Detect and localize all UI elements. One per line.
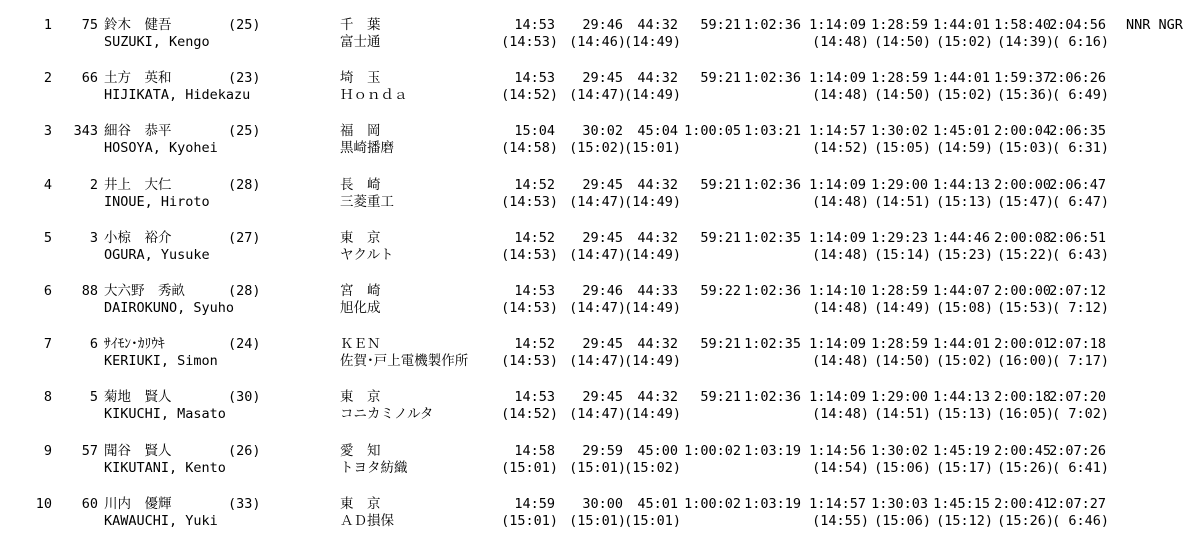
split-time: 2:07:18 [1049,336,1106,353]
split-time: 1:44:01 [933,336,990,353]
split-time: 59:21 [700,17,741,33]
split-time: 1:00:05 [684,123,741,140]
split-time: 1:30:03 [871,495,928,512]
prefecture: 東 京 [340,389,381,406]
split-time: 1:44:07 [933,283,990,299]
lap-time: (14:52) [501,406,558,423]
split-time: 1:28:59 [871,283,928,299]
lap-time: (14:48) [812,353,869,370]
split-time: 1:58:40 [994,17,1051,33]
split-time: 14:53 [514,70,555,87]
split-time: 2:00:08 [994,229,1051,246]
bib-number: 66 [81,70,98,87]
lap-time: (14:50) [874,353,931,370]
lap-time: (14:49) [624,300,681,316]
split-time: 15:04 [514,123,555,140]
split-time: 44:32 [637,176,678,193]
lap-time: (14:53) [501,34,558,50]
runner-name-en: OGURA, Yusuke [104,246,210,263]
place-number: 3 [43,123,52,140]
result-row [0,17,1200,59]
split-time: 2:00:04 [994,123,1051,140]
lap-time: ( 6:31) [1052,140,1109,157]
place-number: 8 [43,389,52,406]
lap-time: (14:47) [569,300,626,316]
lap-time: ( 7:17) [1052,353,1109,370]
split-time: 29:59 [582,442,623,459]
result-row [0,336,1200,378]
split-time: 1:00:02 [684,442,741,459]
result-row [0,283,1200,325]
team-name: 富士通 [340,34,381,50]
split-time: 1:02:36 [744,17,801,33]
split-time: 2:00:00 [994,283,1051,299]
team-name: 三菱重工 [340,193,394,210]
runner-name-en: KIKUCHI, Masato [104,406,226,423]
runner-age: (24) [228,336,261,353]
bib-number: 343 [73,123,98,140]
team-name: ヤクルト [340,246,394,263]
runner-name-jp: 細谷 恭平 [104,123,172,140]
split-time: 2:00:00 [994,176,1051,193]
result-row [0,123,1200,165]
split-time: 29:46 [582,283,623,299]
split-time: 1:03:19 [744,495,801,512]
lap-time: (15:53) [997,300,1054,316]
lap-time: (15:02) [936,87,993,104]
bib-number: 6 [89,336,98,353]
split-time: 2:00:18 [994,389,1051,406]
result-row [0,70,1200,112]
team-name: 佐賀･戸上電機製作所 [340,353,469,370]
lap-time: ( 7:02) [1052,406,1109,423]
lap-time: (15:01) [501,459,558,476]
lap-time: (15:02) [936,34,993,50]
split-time: 44:32 [637,70,678,87]
split-time: 1:59:37 [994,70,1051,87]
split-time: 44:32 [637,17,678,33]
lap-time: (14:53) [501,353,558,370]
prefecture: 埼 玉 [340,70,381,87]
team-name: トヨタ紡織 [340,459,408,476]
split-time: 14:52 [514,176,555,193]
lap-time: (14:59) [936,140,993,157]
lap-time: (14:48) [812,193,869,210]
lap-time: (15:02) [624,459,681,476]
split-time: 1:14:09 [809,176,866,193]
lap-time: ( 6:16) [1052,34,1109,50]
split-time: 1:44:13 [933,389,990,406]
runner-name-jp: 菊地 賢人 [104,389,172,406]
lap-time: (14:51) [874,193,931,210]
lap-time: (14:48) [812,246,869,263]
lap-time: (14:51) [874,406,931,423]
lap-time: (15:06) [874,512,931,529]
split-time: 29:45 [582,336,623,353]
split-time: 29:45 [582,70,623,87]
lap-time: (15:03) [997,140,1054,157]
split-time: 1:45:15 [933,495,990,512]
runner-name-en: INOUE, Hiroto [104,193,210,210]
lap-time: (15:01) [569,459,626,476]
prefecture: ＫＥＮ [340,336,381,353]
lap-time: (14:48) [812,34,869,50]
split-time: 1:14:09 [809,389,866,406]
split-time: 2:06:35 [1049,123,1106,140]
split-time: 1:14:09 [809,336,866,353]
lap-time: (15:14) [874,246,931,263]
split-time: 2:07:27 [1049,495,1106,512]
split-time: 1:03:21 [744,123,801,140]
split-time: 1:00:02 [684,495,741,512]
split-time: 30:00 [582,495,623,512]
lap-time: (14:48) [812,300,869,316]
lap-time: ( 7:12) [1052,300,1109,316]
runner-age: (28) [228,176,261,193]
bib-number: 88 [81,283,98,299]
lap-time: (15:13) [936,406,993,423]
runner-name-en: KIKUTANI, Kento [104,459,226,476]
lap-time: (14:47) [569,246,626,263]
lap-time: (14:58) [501,140,558,157]
lap-time: (14:46) [569,34,626,50]
lap-time: (14:49) [874,300,931,316]
split-time: 1:44:13 [933,176,990,193]
runner-name-en: HOSOYA, Kyohei [104,140,218,157]
lap-time: ( 6:47) [1052,193,1109,210]
split-time: 1:29:00 [871,389,928,406]
split-time: 1:14:56 [809,442,866,459]
lap-time: ( 6:41) [1052,459,1109,476]
runner-name-jp: 川内 優輝 [104,495,172,512]
split-time: 1:28:59 [871,17,928,33]
lap-time: (14:53) [501,246,558,263]
split-time: 1:14:09 [809,17,866,33]
lap-time: (15:26) [997,459,1054,476]
lap-time: (14:47) [569,87,626,104]
lap-time: (14:39) [997,34,1054,50]
split-time: 2:00:41 [994,495,1051,512]
place-number: 7 [43,336,52,353]
lap-time: (15:26) [997,512,1054,529]
lap-time: (14:48) [812,87,869,104]
result-row [0,389,1200,431]
runner-age: (33) [228,495,261,512]
split-time: 1:44:01 [933,17,990,33]
prefecture: 東 京 [340,495,381,512]
split-time: 1:28:59 [871,336,928,353]
split-time: 44:32 [637,389,678,406]
lap-time: (15:08) [936,300,993,316]
lap-time: (14:47) [569,353,626,370]
runner-age: (23) [228,70,261,87]
lap-time: (14:48) [812,406,869,423]
lap-time: (15:17) [936,459,993,476]
lap-time: (15:13) [936,193,993,210]
team-name: 黒崎播磨 [340,140,394,157]
lap-time: (14:49) [624,87,681,104]
lap-time: (14:53) [501,300,558,316]
runner-name-en: KAWAUCHI, Yuki [104,512,218,529]
split-time: 1:02:36 [744,70,801,87]
split-time: 1:28:59 [871,70,928,87]
split-time: 1:29:23 [871,229,928,246]
runner-name-jp: 聞谷 賢人 [104,442,172,459]
split-time: 14:58 [514,442,555,459]
runner-name-jp: 鈴木 健吾 [104,17,172,33]
lap-time: (15:36) [997,87,1054,104]
prefecture: 東 京 [340,229,381,246]
split-time: 2:06:47 [1049,176,1106,193]
lap-time: (14:47) [569,193,626,210]
lap-time: (14:49) [624,34,681,50]
split-time: 44:32 [637,229,678,246]
runner-age: (28) [228,283,261,299]
lap-time: (14:53) [501,193,558,210]
place-number: 6 [43,283,52,299]
split-time: 59:21 [700,389,741,406]
lap-time: (14:50) [874,87,931,104]
split-time: 59:22 [700,283,741,299]
lap-time: ( 6:46) [1052,512,1109,529]
split-time: 14:59 [514,495,555,512]
lap-time: (15:06) [874,459,931,476]
record-note: NNR NGR [1126,17,1183,33]
lap-time: (14:54) [812,459,869,476]
runner-name-jp: 井上 大仁 [104,176,172,193]
runner-age: (26) [228,442,261,459]
lap-time: (15:02) [936,353,993,370]
split-time: 2:00:01 [994,336,1051,353]
lap-time: (14:55) [812,512,869,529]
runner-name-jp: 小椋 裕介 [104,229,172,246]
split-time: 29:45 [582,229,623,246]
lap-time: (15:01) [569,512,626,529]
split-time: 44:32 [637,336,678,353]
place-number: 2 [43,70,52,87]
split-time: 29:45 [582,176,623,193]
lap-time: (14:49) [624,406,681,423]
split-time: 2:07:26 [1049,442,1106,459]
split-time: 2:06:26 [1049,70,1106,87]
split-time: 2:06:51 [1049,229,1106,246]
result-row [0,177,1200,219]
split-time: 1:44:01 [933,70,990,87]
team-name: 旭化成 [340,300,381,316]
split-time: 1:02:35 [744,336,801,353]
split-time: 2:07:20 [1049,389,1106,406]
prefecture: 宮 崎 [340,283,381,299]
split-time: 14:53 [514,17,555,33]
split-time: 59:21 [700,229,741,246]
split-time: 1:03:19 [744,442,801,459]
bib-number: 3 [89,229,98,246]
split-time: 1:29:00 [871,176,928,193]
runner-name-en: DAIROKUNO, Syuho [104,300,235,316]
split-time: 14:53 [514,389,555,406]
split-time: 1:14:57 [809,495,866,512]
lap-time: (15:23) [936,246,993,263]
split-time: 14:52 [514,336,555,353]
split-time: 1:02:36 [744,389,801,406]
lap-time: (16:05) [997,406,1054,423]
result-row [0,496,1200,538]
runner-name-jp: 土方 英和 [104,70,172,87]
lap-time: (14:52) [501,87,558,104]
prefecture: 千 葉 [340,17,381,33]
lap-time: (14:49) [624,353,681,370]
prefecture: 愛 知 [340,442,381,459]
split-time: 1:02:35 [744,229,801,246]
place-number: 1 [43,17,52,33]
split-time: 44:33 [637,283,678,299]
bib-number: 75 [81,17,98,33]
result-row [0,230,1200,272]
lap-time: (14:52) [812,140,869,157]
lap-time: (14:49) [624,193,681,210]
runner-age: (30) [228,389,261,406]
split-time: 30:02 [582,123,623,140]
prefecture: 長 崎 [340,176,381,193]
split-time: 29:46 [582,17,623,33]
split-time: 1:02:36 [744,283,801,299]
split-time: 14:53 [514,283,555,299]
runner-name-en: SUZUKI, Kengo [104,34,210,50]
runner-name-en: HIJIKATA, Hidekazu [104,87,251,104]
runner-age: (25) [228,123,261,140]
split-time: 59:21 [700,336,741,353]
lap-time: (15:47) [997,193,1054,210]
split-time: 1:14:09 [809,70,866,87]
lap-time: (14:47) [569,406,626,423]
split-time: 1:02:36 [744,176,801,193]
split-time: 1:30:02 [871,123,928,140]
split-time: 1:30:02 [871,442,928,459]
place-number: 9 [43,442,52,459]
runner-age: (27) [228,229,261,246]
bib-number: 60 [81,495,98,512]
split-time: 2:07:12 [1049,283,1106,299]
split-time: 29:45 [582,389,623,406]
team-name: コニカミノルタ [340,406,434,423]
lap-time: (14:50) [874,34,931,50]
lap-time: (15:01) [624,512,681,529]
runner-name-jp: 大六野 秀畝 [104,283,185,299]
runner-name-jp: ｻｲﾓﾝ･ｶﾘｳｷ [104,336,165,353]
runner-name-en: KERIUKI, Simon [104,353,218,370]
runner-age: (25) [228,17,261,33]
split-time: 59:21 [700,70,741,87]
lap-time: (15:01) [624,140,681,157]
split-time: 1:44:46 [933,229,990,246]
lap-time: (15:02) [569,140,626,157]
bib-number: 5 [89,389,98,406]
place-number: 10 [35,495,52,512]
prefecture: 福 岡 [340,123,381,140]
bib-number: 57 [81,442,98,459]
lap-time: (15:22) [997,246,1054,263]
place-number: 5 [43,229,52,246]
split-time: 14:52 [514,229,555,246]
split-time: 45:00 [637,442,678,459]
split-time: 45:04 [637,123,678,140]
lap-time: (15:01) [501,512,558,529]
team-name: ＡＤ損保 [340,512,394,529]
lap-time: (15:12) [936,512,993,529]
lap-time: ( 6:43) [1052,246,1109,263]
split-time: 1:14:57 [809,123,866,140]
split-time: 1:14:09 [809,229,866,246]
bib-number: 2 [89,176,98,193]
lap-time: ( 6:49) [1052,87,1109,104]
team-name: Ｈｏｎｄａ [340,87,408,104]
split-time: 59:21 [700,176,741,193]
lap-time: (15:05) [874,140,931,157]
split-time: 2:04:56 [1049,17,1106,33]
lap-time: (14:49) [624,246,681,263]
split-time: 1:45:01 [933,123,990,140]
lap-time: (16:00) [997,353,1054,370]
split-time: 45:01 [637,495,678,512]
split-time: 2:00:45 [994,442,1051,459]
split-time: 1:45:19 [933,442,990,459]
result-row [0,443,1200,485]
place-number: 4 [43,176,52,193]
split-time: 1:14:10 [809,283,866,299]
